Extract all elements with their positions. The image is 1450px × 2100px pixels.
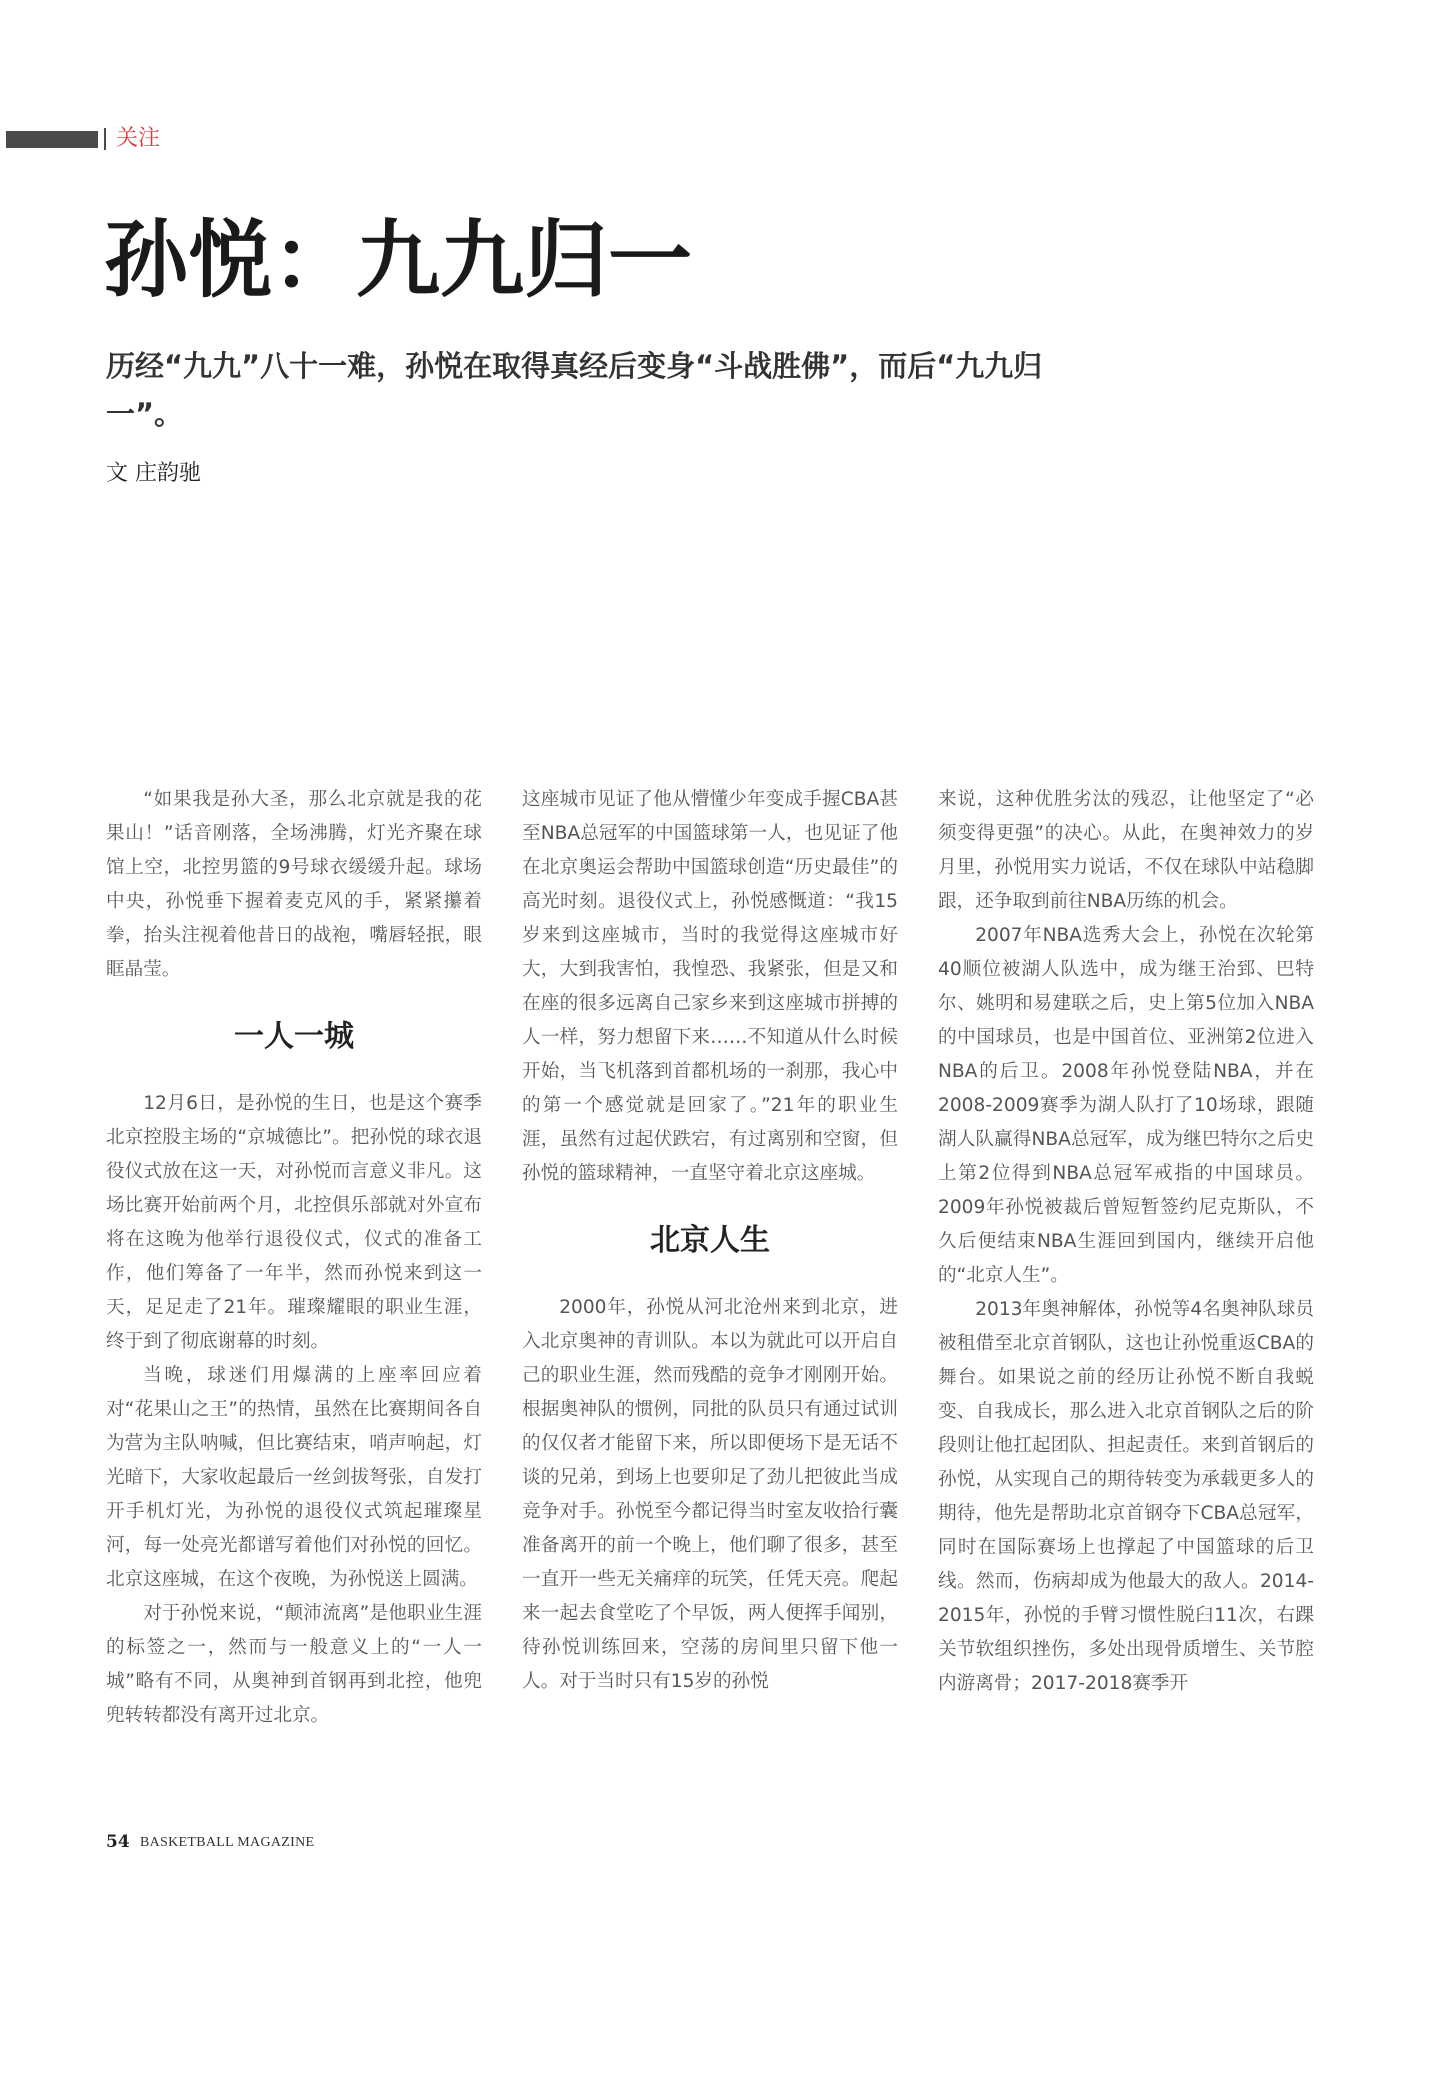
paragraph: 2007年NBA选秀大会上，孙悦在次轮第40顺位被湖人队选中，成为继王治郅、巴特尔、姚明和易建联之后，史上第5位加入NBA的中国球员，也是中国首位、亚洲第2位进入NBA的后卫。2008年孙悦登陆NBA，并在2008-2009赛季为湖人队打了10场球，跟随湖人队赢得NBA总冠军，成为继巴特尔之后史上第2位得到NBA总冠军戒指的中国球员。2009年孙悦被裁后曾短暂签约尼克斯队，不久后便结束NBA生涯回到国内，继续开启他的“北京人生”。: [938, 925, 1314, 1286]
article-column-1: [106, 783, 482, 1733]
section-heading: 北京人生: [650, 1223, 770, 1258]
section-bar-decoration: [6, 131, 98, 148]
paragraph: 来说，这种优胜劣汰的残忍，让他坚定了“必须变得更强”的决心。从此，在奥神效力的岁月里，孙悦用实力说话，不仅在球队中站稳脚跟，还争取到前往NBA历练的机会。: [938, 789, 1314, 912]
paragraph: 12月6日，是孙悦的生日，也是这个赛季北京控股主场的“京城德比”。把孙悦的球衣退役仪式放在这一天，对孙悦而言意义非凡。这场比赛开始前两个月，北控俱乐部就对外宣布将在这晚为他举行退役仪式，仪式的准备工作，他们筹备了一年半，然而孙悦来到这一天，足足走了21年。璀璨耀眼的职业生涯，终于到了彻底谢幕的时刻。: [106, 1093, 482, 1352]
paragraph: 这座城市见证了他从懵懂少年变成手握CBA甚至NBA总冠军的中国篮球第一人，也见证了他在北京奥运会帮助中国篮球创造“历史最佳”的高光时刻。退役仪式上，孙悦感慨道：“我15岁来到这座城市，当时的我觉得这座城市好大，大到我害怕，我惶恐、我紧张，但是又和在座的很多远离自己家乡来到这座城市拼搏的人一样，努力想留下来……不知道从什么时候开始，当飞机落到首都机场的一刹那，我心中的第一个感觉就是回家了。”21年的职业生涯，虽然有过起伏跌宕，有过离别和空窗，但孙悦的篮球精神，一直坚守着北京这座城。: [522, 789, 898, 1184]
paragraph: 当晚，球迷们用爆满的上座率回应着对“花果山之王”的热情，虽然在比赛期间各自为营为主队呐喊，但比赛结束，哨声响起，灯光暗下，大家收起最后一丝剑拔弩张，自发打开手机灯光，为孙悦的退役仪式筑起璀璨星河，每一处亮光都谱写着他们对孙悦的回忆。北京这座城，在这个夜晚，为孙悦送上圆满。: [106, 1365, 482, 1590]
article-title: 孙悦：九九归一: [104, 211, 693, 309]
article-column-2: [522, 783, 898, 1699]
paragraph: 2013年奥神解体，孙悦等4名奥神队球员被租借至北京首钢队，这也让孙悦重返CBA的舞台。如果说之前的经历让孙悦不断自我蜕变、自我成长，那么进入北京首钢队之后的阶段则让他扛起团队、担起责任。来到首钢后的孙悦，从实现自己的期待转变为承载更多人的期待，他先是帮助北京首钢夺下CBA总冠军，同时在国际赛场上也撑起了中国篮球的后卫线。然而，伤病却成为他最大的敌人。2014-2015年，孙悦的手臂习惯性脱臼11次，右踝关节软组织挫伤，多处出现骨质增生、关节腔内游离骨；2017-2018赛季开: [938, 1299, 1314, 1694]
paragraph: 2000年，孙悦从河北沧州来到北京，进入北京奥神的青训队。本以为就此可以开启自己的职业生涯，然而残酷的竞争才刚刚开始。根据奥神队的惯例，同批的队员只有通过试训的仅仅者才能留下来，所以即便场下是无话不谈的兄弟，到场上也要卯足了劲儿把彼此当成竞争对手。孙悦至今都记得当时室友收拾行囊准备离开的前一个晚上，他们聊了很多，甚至一直开一些无关痛痒的玩笑，任凭天亮。爬起来一起去食堂吃了个早饭，两人便挥手闻别，待孙悦训练回来，空荡的房间里只留下他一人。对于当时只有15岁的孙悦: [522, 1297, 898, 1692]
magazine-name: BASKETBALL MAGAZINE: [140, 1835, 315, 1850]
paragraph: 对于孙悦来说，“颠沛流离”是他职业生涯的标签之一，然而与一般意义上的“一人一城”略有不同，从奥神到首钢再到北控，他兜兜转转都没有离开过北京。: [106, 1603, 482, 1726]
page-number: 54: [106, 1832, 130, 1852]
article-byline: 文 庄韵驰: [106, 461, 201, 486]
article-column-3: [938, 783, 1314, 1701]
section-separator: [104, 128, 106, 150]
section-heading: 一人一城: [234, 1019, 354, 1054]
section-label: 关注: [116, 126, 161, 151]
article-subtitle: 历经“九九”八十一难，孙悦在取得真经后变身“斗战胜佛”，而后“九九归一”。: [106, 349, 1043, 431]
paragraph: “如果我是孙大圣，那么北京就是我的花果山！”话音刚落，全场沸腾，灯光齐聚在球馆上空，北控男篮的9号球衣缓缓升起。球场中央，孙悦垂下握着麦克风的手，紧紧攥着拳，抬头注视着他昔日的战袍，嘴唇轻抿，眼眶晶莹。: [106, 789, 482, 980]
